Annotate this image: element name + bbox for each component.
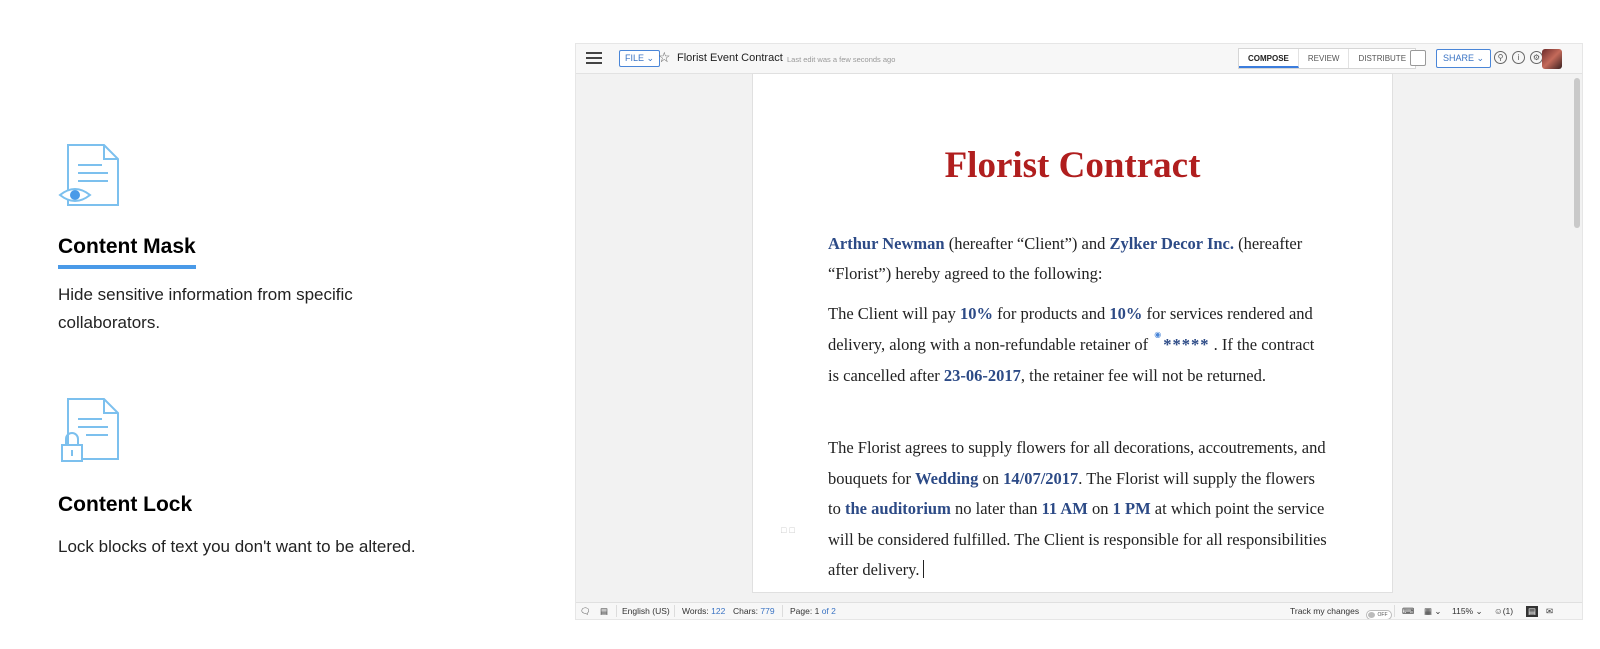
word-count (682, 606, 725, 616)
product-percent: 10% (959, 304, 993, 323)
document-properties-icon[interactable] (1410, 50, 1426, 66)
event-date: 14/07/2017 (1003, 468, 1079, 488)
file-menu-button[interactable] (619, 50, 660, 67)
search-icon[interactable]: ⚲ (1494, 51, 1507, 64)
words-label: Words: (682, 606, 709, 616)
text-run: The Client will pay (828, 304, 960, 323)
words-value: 122 (711, 606, 726, 616)
mask-indicator-icon[interactable]: ◉ (1154, 330, 1162, 339)
gear-icon[interactable]: ⚙ (1530, 51, 1543, 64)
tab-compose[interactable]: COMPOSE (1239, 49, 1299, 68)
feature-content-lock (58, 397, 498, 561)
text-run: at which point the service will be considered fulfilled. The Client is responsible for all responsibilities after delivery. (828, 499, 1327, 579)
star-icon[interactable]: ☆ (658, 49, 671, 65)
feature-title: Content Mask (58, 235, 196, 269)
info-icon[interactable]: i (1512, 51, 1525, 64)
last-edit-status: Last edit was a few seconds ago (787, 55, 896, 64)
text-run: for services rendered and delivery, along with a non-refundable retainer of (828, 304, 1313, 354)
page-total: of 2 (821, 606, 836, 616)
delivery-place: the auditorium (844, 499, 951, 518)
chars-label: Chars: (733, 606, 759, 616)
language-selector[interactable]: English (US) (622, 606, 670, 616)
page-layout-icon[interactable]: ▦ ⌄ (1424, 606, 1442, 616)
masked-retainer-value[interactable]: ***** (1163, 335, 1210, 354)
paragraph-delivery[interactable] (828, 433, 1328, 586)
zoom-selector[interactable] (1452, 606, 1483, 617)
document-lock-icon (58, 397, 122, 465)
event-type: Wedding (915, 468, 979, 488)
text-run: for products and (992, 304, 1110, 323)
chars-value: 779 (760, 606, 775, 616)
zoom-value: 115% (1452, 606, 1474, 616)
mail-icon[interactable]: ✉ (1546, 606, 1554, 616)
menu-icon[interactable] (586, 51, 602, 65)
text-run: on (1087, 499, 1113, 518)
delivery-time-start: 11 AM (1041, 499, 1088, 518)
chevron-down-icon: ⌄ (1476, 53, 1485, 63)
client-name: Arthur Newman (828, 234, 945, 253)
text-run: . If the contract is cancelled after (828, 335, 1315, 385)
text-cursor (923, 560, 924, 578)
comment-icon[interactable]: 🗨 (580, 606, 591, 616)
text-run: , the retainer fee will not be returned. (1020, 366, 1266, 385)
collaborators-indicator[interactable] (1494, 606, 1513, 616)
status-bar (576, 602, 1582, 619)
document-eye-icon (58, 143, 122, 211)
writer-app-window (575, 43, 1583, 620)
track-changes[interactable] (1290, 606, 1392, 620)
text-run: The Florist agrees to supply flowers for all decorations, accoutrements, and bouquets for (828, 438, 1326, 488)
text-run: no later than (950, 499, 1042, 518)
tab-distribute[interactable]: DISTRIBUTE (1358, 54, 1407, 63)
paragraph-parties[interactable] (828, 229, 1328, 289)
scrollbar-thumb[interactable] (1574, 78, 1580, 228)
feature-title: Content Lock (58, 493, 193, 516)
file-label: FILE (625, 53, 645, 63)
share-label: SHARE (1443, 53, 1475, 63)
collaborators-count: (1) (1502, 606, 1514, 616)
document-page[interactable] (752, 73, 1393, 593)
mode-switcher (1238, 48, 1416, 69)
delivery-time-end: 1 PM (1112, 499, 1151, 518)
top-toolbar (576, 44, 1582, 74)
page-indicator[interactable] (790, 606, 836, 616)
track-changes-toggle[interactable]: OFF (1366, 610, 1392, 620)
track-changes-label: Track my changes (1290, 606, 1360, 616)
feature-description: Lock blocks of text you don't want to be altered. (58, 537, 416, 556)
chevron-down-icon: ⌄ (646, 53, 655, 63)
paragraph-payment[interactable] (828, 298, 1328, 391)
service-percent: 10% (1109, 304, 1143, 323)
page-current[interactable]: 1 (814, 606, 820, 616)
keyboard-icon[interactable]: ⌨ (1402, 606, 1415, 616)
florist-name: Zylker Decor Inc. (1109, 234, 1234, 253)
page-label: Page: (790, 606, 813, 616)
text-run: (hereafter “Florist”) hereby agreed to the following: (828, 234, 1303, 283)
text-run: (hereafter “Client”) and (944, 234, 1110, 253)
user-icon: ☺ (1494, 606, 1503, 616)
reading-mode-icon[interactable]: ▤ (1528, 606, 1537, 616)
text-run: on (978, 468, 1004, 488)
document-title[interactable]: Florist Contract (944, 145, 1201, 186)
chevron-down-icon: ⌄ (1475, 606, 1483, 616)
notes-icon[interactable]: ▤ (600, 606, 609, 616)
share-button[interactable] (1436, 49, 1491, 68)
document-name[interactable]: Florist Event Contract (677, 52, 783, 64)
text-run: . The Florist will supply the flowers to (828, 468, 1315, 518)
avatar[interactable] (1542, 49, 1562, 69)
feature-content-mask (58, 143, 498, 337)
feature-description: Hide sensitive information from specific collaborators. (58, 285, 353, 332)
paragraph-lock-handles[interactable]: □□ (781, 525, 798, 535)
cancellation-date: 23-06-2017 (943, 366, 1021, 385)
char-count (733, 606, 775, 616)
tab-review[interactable]: REVIEW (1299, 49, 1350, 68)
